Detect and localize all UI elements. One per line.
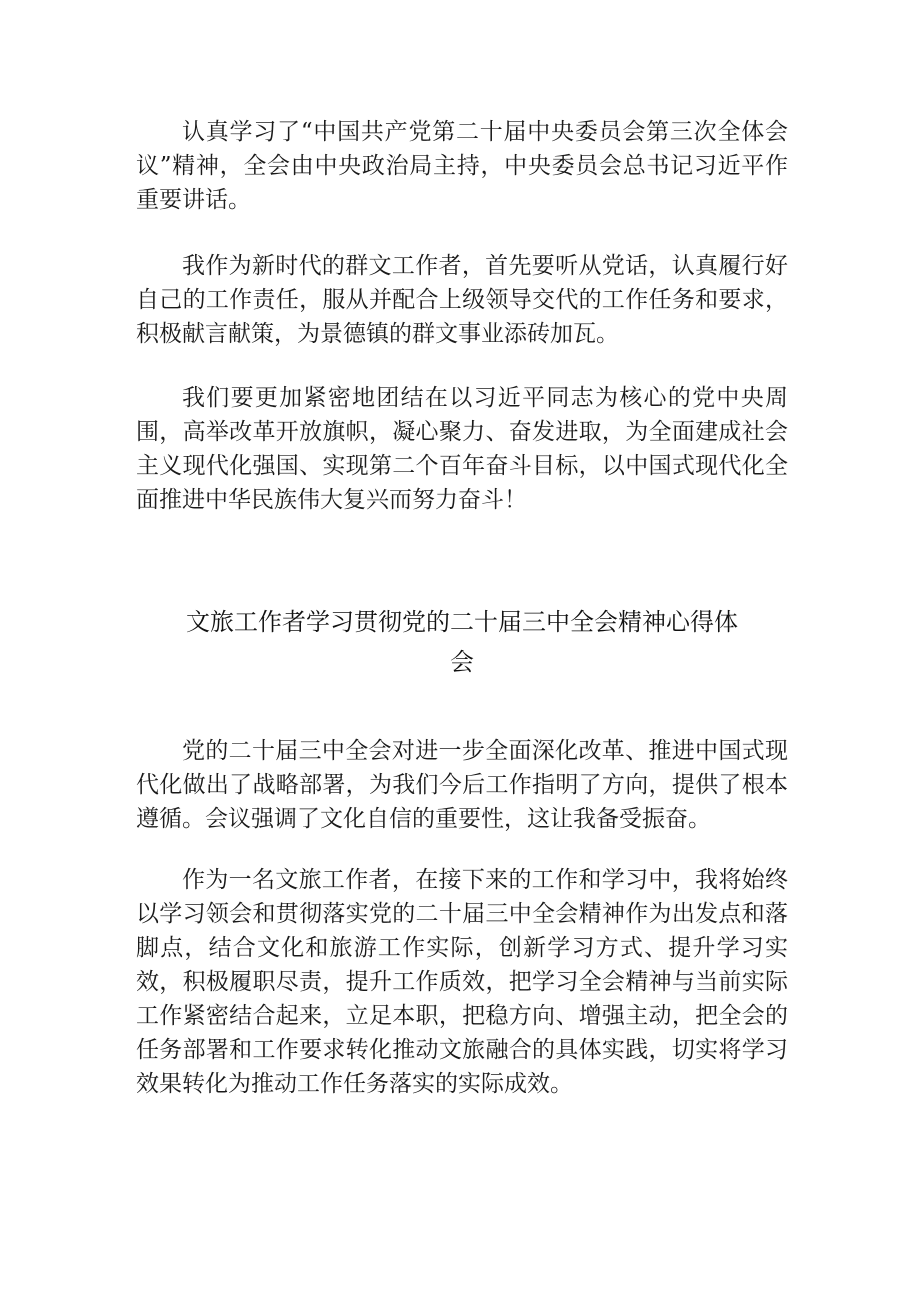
- paragraph-unite-struggle: 我们要更加紧密地团结在以习近平同志为核心的党中央周围，高举改革开放旗帜，凝心聚力、奋发进取，为全面建成社会主义现代化强国、实现第二个百年奋斗目标，以中国式现代化全面推进中华民族伟大复兴而努力奋斗！: [136, 385, 788, 513]
- article-title: [136, 602, 788, 682]
- paragraph-study-spirit: 认真学习了“中国共产党第二十届中央委员会第三次全体会议”精神，全会由中央政治局主持，中央委员会总书记习近平作重要讲话。: [136, 119, 788, 213]
- paragraph-tourism-worker: 作为一名文旅工作者，在接下来的工作和学习中，我将始终以学习领会和贯彻落实党的二十届三中全会精神作为出发点和落脚点，结合文化和旅游工作实际，创新学习方式、提升学习实效，积极履职尽责，提升工作质效，把学习全会精神与当前实际工作紧密结合起来，立足本职，把稳方向、增强主动，把全会的任务部署和工作要求转化推动文旅融合的具体实践，切实将学习效果转化为推动工作任务落实的实际成效。: [136, 867, 788, 1097]
- paragraph-plenum-deployment: 党的二十届三中全会对进一步全面深化改革、推进中国式现代化做出了战略部署，为我们今后工作指明了方向，提供了根本遵循。会议强调了文化自信的重要性，这让我备受振奋。: [136, 738, 788, 832]
- article-title-line1: 文旅工作者学习贯彻党的二十届三中全会精神心得体: [186, 608, 738, 636]
- paragraph-cultural-worker: 我作为新时代的群文工作者，首先要听从党话，认真履行好自己的工作责任，服从并配合上级领导交代的工作任务和要求，积极献言献策，为景德镇的群文事业添砖加瓦。: [136, 253, 788, 347]
- article-title-line2: 会: [450, 648, 474, 676]
